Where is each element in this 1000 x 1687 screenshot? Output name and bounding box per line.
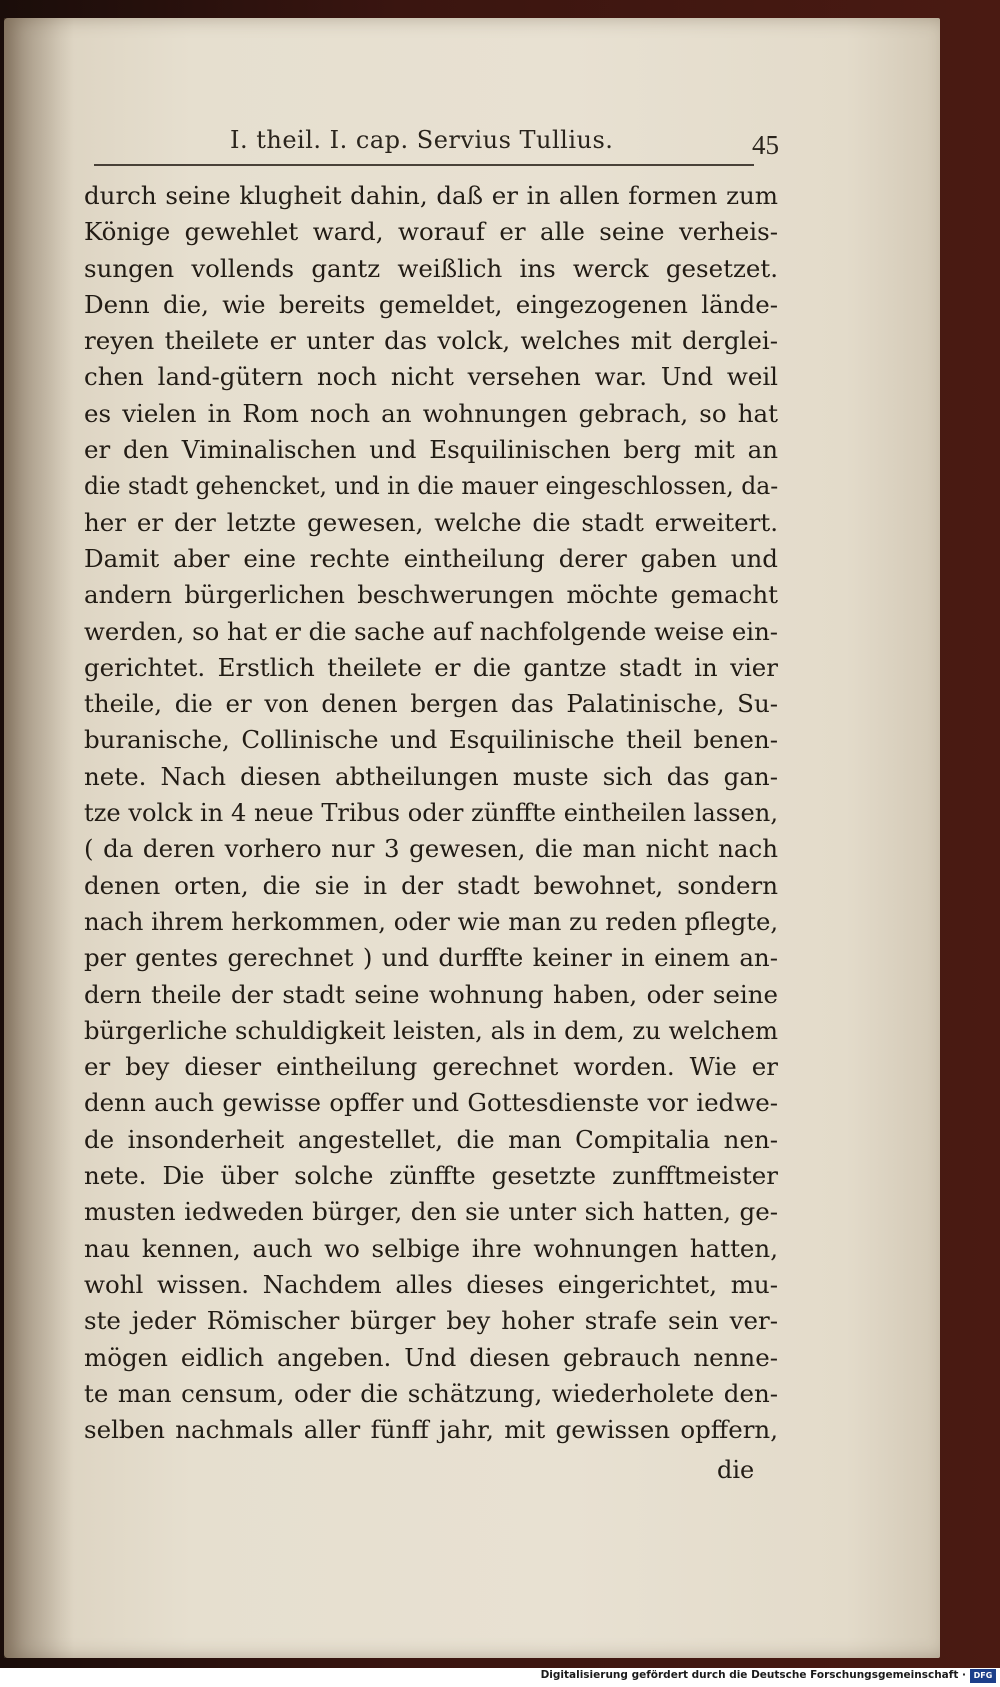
text-line: ste jeder Römischer bürger bey hoher strafe sein ver- <box>84 1306 778 1336</box>
page-number: 45 <box>752 130 779 160</box>
text-line: er bey dieser eintheilung gerechnet worden. Wie er <box>84 1052 778 1082</box>
footer-credit: Digitalisierung gefördert durch die Deutsche Forschungsgemeinschaft · <box>540 1669 966 1681</box>
text-line: denen orten, die sie in der stadt bewohnet, sondern <box>84 870 778 900</box>
text-line: theile, die er von denen bergen das Palatinische, Su- <box>84 689 778 719</box>
text-line: mögen eidlich angeben. Und diesen gebrauch nenne- <box>84 1342 778 1372</box>
text-line: buranische, Collinische und Esquilinische theil benen- <box>84 725 778 755</box>
text-line: Damit aber eine rechte eintheilung derer gaben und <box>84 543 778 573</box>
text-line: de insonderheit angestellet, die man Compitalia nen- <box>84 1124 778 1154</box>
text-line: Denn die, wie bereits gemeldet, eingezogenen lände- <box>84 289 778 319</box>
catchword: die <box>717 1456 755 1484</box>
text-line: wohl wissen. Nachdem alles dieses eingerichtet, mu- <box>84 1269 778 1299</box>
header-rule <box>94 164 754 166</box>
text-line: er den Viminalischen und Esquilinischen berg mit an <box>84 435 778 465</box>
gutter-shadow <box>4 18 74 1658</box>
text-line: nete. Nach diesen abtheilungen muste sich das gan- <box>84 761 778 791</box>
text-line: denn auch gewisse opffer und Gottesdienste vor iedwe- <box>84 1088 778 1118</box>
text-line: nete. Die über solche zünffte gesetzte zunfftmeister <box>84 1161 778 1191</box>
text-line: her er der letzte gewesen, welche die stadt erweitert. <box>84 507 778 537</box>
running-head: I. theil. I. cap. Servius Tullius. <box>230 126 614 154</box>
text-line: es vielen in Rom noch an wohnungen gebrach, so hat <box>84 398 778 428</box>
text-line: bürgerliche schuldigkeit leisten, als in dem, zu welchem <box>84 1015 778 1045</box>
text-line: andern bürgerlichen beschwerungen möchte gemacht <box>84 580 778 610</box>
text-line: per gentes gerechnet ) und durffte keiner in einem an- <box>84 943 778 973</box>
text-line: nau kennen, auch wo selbige ihre wohnungen hatten, <box>84 1233 778 1263</box>
text-line: musten iedweden bürger, den sie unter sich hatten, ge- <box>84 1197 778 1227</box>
text-line: ( da deren vorhero nur 3 gewesen, die man nicht nach <box>84 834 778 864</box>
text-line: reyen theilete er unter das volck, welches mit derglei- <box>84 326 778 356</box>
text-line: werden, so hat er die sache auf nachfolgende weise ein- <box>84 616 779 646</box>
text-line: sungen vollends gantz weißlich ins werck gesetzet. <box>84 253 778 283</box>
text-line: tze volck in 4 neue Tribus oder zünffte eintheilen lassen, <box>84 798 779 828</box>
text-line: durch seine klugheit dahin, daß er in allen formen zum <box>84 181 778 210</box>
body-text <box>84 178 778 1448</box>
text-line: Könige gewehlet ward, worauf er alle seine verheis- <box>84 217 778 247</box>
text-line: nach ihrem herkommen, oder wie man zu reden pflegte, <box>84 906 779 936</box>
text-line: gerichtet. Erstlich theilete er die gantze stadt in vier <box>84 652 778 682</box>
dfg-logo: DFG <box>970 1669 996 1683</box>
text-line: die stadt gehencket, und in die mauer eingeschlossen, da- <box>84 471 779 501</box>
text-line: dern theile der stadt seine wohnung haben, oder seine <box>84 979 778 1009</box>
text-line: selben nachmals aller fünff jahr, mit gewissen opffern, <box>84 1415 778 1445</box>
text-line: te man censum, oder die schätzung, wiederholete den- <box>84 1378 778 1408</box>
text-line: chen land-gütern noch nicht versehen war. Und weil <box>84 362 778 392</box>
